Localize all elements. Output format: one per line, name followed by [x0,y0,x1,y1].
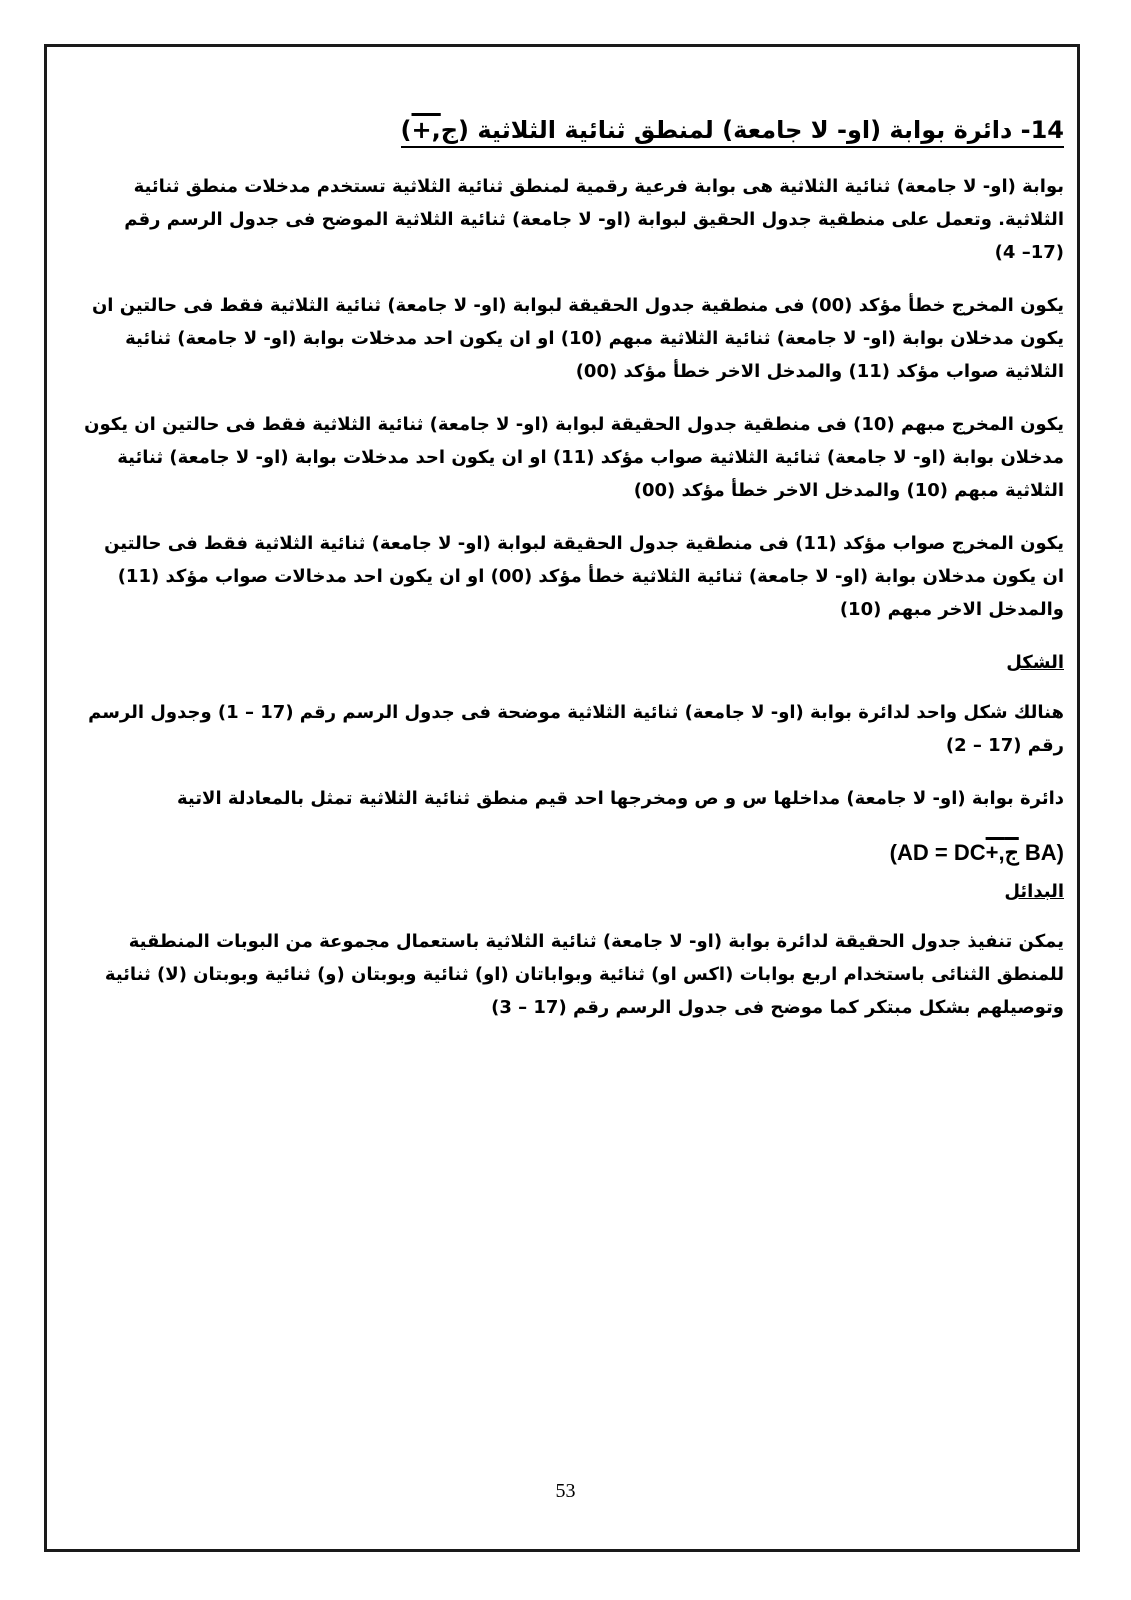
intro-paragraph: بوابة (او- لا جامعة) ثنائية الثلاثية هى بوابة فرعية رقمية لمنطق ثنائية الثلاثية تستخدم مدخلات منطق ثنائية الثلاثية. وتعمل على منطقية جدول الحقيق لبوابة (او- لا جامعة) ثنائية الثلاثية الموضح فى جدول الرسم رقم (17– 4) [124,176,1064,263]
alternatives-heading: البدائل [1004,881,1064,902]
page-number: 53 [555,1480,576,1502]
document-body [84,110,1064,1044]
true-output-paragraph: يكون المخرج صواب مؤكد (11) فى منطقية جدول الحقيقة لبوابة (او- لا جامعة) ثنائية الثلاثية فقط فى حالتين ان يكون مدخلان بوابة (او- لا جامعة) ثنائية الثلاثية خطأ مؤكد (00) او ان يكون احد مدخالات صواب مؤكد (11) والمدخل الاخر مبهم (10) [104,533,1064,620]
circuit-paragraph: دائرة بوابة (او- لا جامعة) مداخلها س و ص ومخرجها احد قيم منطق ثنائية الثلاثية تمثل بالمعادلة الاتية [177,788,1064,809]
section-title [84,110,1064,150]
shape-paragraph: هنالك شكل واحد لدائرة بوابة (او- لا جامعة) ثنائية الثلاثية موضحة فى جدول الرسم رقم (17 – 1) وجدول الرسم رقم (17 – 2) [88,702,1064,756]
ambiguous-output-paragraph: يكون المخرج مبهم (10) فى منطقية جدول الحقيقة لبوابة (او- لا جامعة) ثنائية الثلاثية فقط فى حالتين ان يكون مدخلان بوابة (او- لا جامعة) ثنائية الثلاثية صواب مؤكد (11) او ان يكون احد مدخلات بوابة (او- لا جامعة) ثنائية الثلاثية مبهم (10) والمدخل الاخر خطأ مؤكد (00) [84,414,1064,501]
false-output-paragraph: يكون المخرج خطأ مؤكد (00) فى منطقية جدول الحقيقة لبوابة (او- لا جامعة) ثنائية الثلاثية فقط فى حالتين ان يكون مدخلان بوابة (او- لا جامعة) ثنائية الثلاثية مبهم (10) او ان يكون احد مدخلات بوابة (او- لا جامعة) ثنائية الثلاثية صواب مؤكد (11) والمدخل الاخر خطأ مؤكد (00) [91,295,1064,382]
shape-heading: الشكل [1006,652,1064,673]
alternatives-paragraph: يمكن تنفيذ جدول الحقيقة لدائرة بوابة (او- لا جامعة) ثنائية الثلاثية باستعمال مجموعة من البوبات المنطقية للمنطق الثنائى باستخدام اربع بوابات (اكس او) ثنائية وبواباتان (او) ثنائية وبوبتان (و) ثنائية وبوبتان (لا) ثنائية وتوصيلهم بشكل مبتكر كما موضح فى جدول الرسم رقم (17 – 3) [104,931,1064,1018]
equation: (AD = DC+,ج BA) [889,840,1064,865]
section-title-text: 14- دائرة بوابة (او- لا جامعة) لمنطق ثنائية الثلاثية (ج,+) [401,116,1064,148]
